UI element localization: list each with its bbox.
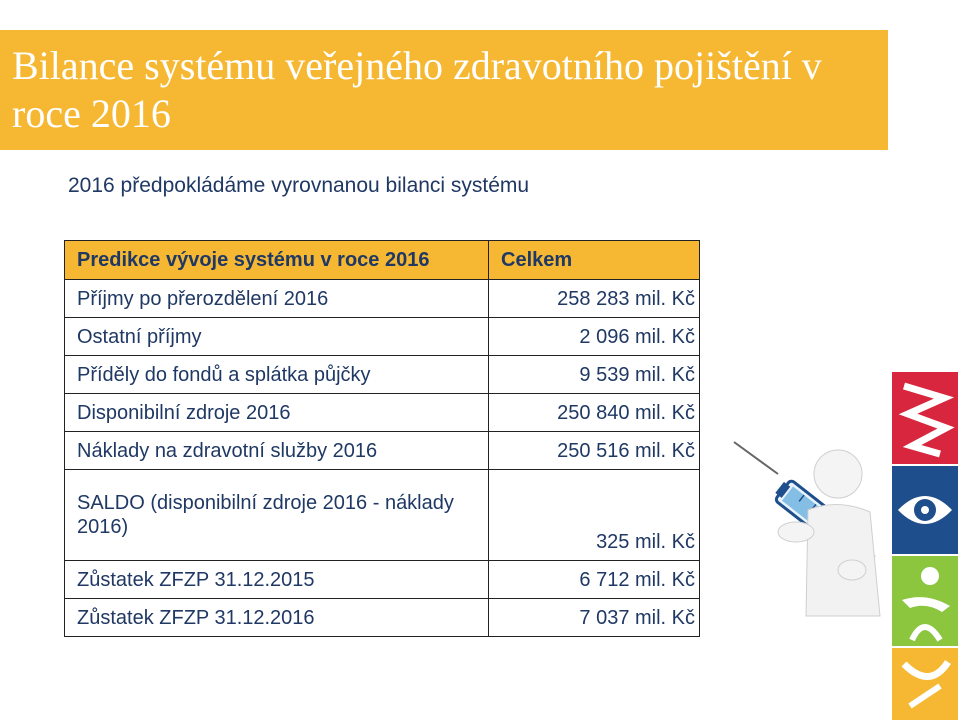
row-value: 250 840 mil. Kč (489, 394, 700, 432)
table-row (65, 561, 700, 599)
row-label: SALDO (disponibilní zdroje 2016 - náklady 2016) (65, 470, 489, 561)
needle-shape (734, 442, 778, 474)
row-label: Náklady na zdravotní služby 2016 (65, 432, 489, 470)
slide-subtitle: 2016 předpokládáme vyrovnanou bilanci systému (68, 174, 530, 197)
title-bar (0, 30, 888, 150)
row-value: 9 539 mil. Kč (489, 356, 700, 394)
row-label: Zůstatek ZFZP 31.12.2016 (65, 599, 489, 637)
table-row (65, 356, 700, 394)
row-label: Disponibilní zdroje 2016 (65, 394, 489, 432)
row-value: 2 096 mil. Kč (489, 318, 700, 356)
table-row (65, 432, 700, 470)
slide-title: Bilance systému veřejného zdravotního pojištění v roce 2016 (12, 43, 822, 136)
table-row (65, 394, 700, 432)
person-hand-shape (838, 560, 866, 580)
header-value: Celkem (489, 241, 700, 280)
row-value: 6 712 mil. Kč (489, 561, 700, 599)
row-label: Ostatní příjmy (65, 318, 489, 356)
row-value: 250 516 mil. Kč (489, 432, 700, 470)
row-label: Příjmy po přerozdělení 2016 (65, 280, 489, 318)
person-arm-shape (778, 522, 814, 542)
row-label: Zůstatek ZFZP 31.12.2015 (65, 561, 489, 599)
decorative-logo-strip (890, 0, 960, 720)
row-label: Příděly do fondů a splátka půjčky (65, 356, 489, 394)
person-head-shape (814, 450, 862, 498)
table-row (65, 599, 700, 637)
person-body-shape (806, 504, 880, 616)
prediction-table (64, 240, 700, 637)
row-value: 325 mil. Kč (489, 470, 700, 561)
row-value: 258 283 mil. Kč (489, 280, 700, 318)
table-row-saldo (65, 470, 700, 561)
row-value: 7 037 mil. Kč (489, 599, 700, 637)
logo-strip-graphic (890, 0, 960, 720)
table-row (65, 280, 700, 318)
table-header-row (65, 241, 700, 280)
table-row (65, 318, 700, 356)
person-with-syringe-illustration (730, 440, 890, 620)
header-label: Predikce vývoje systému v roce 2016 (65, 241, 489, 280)
